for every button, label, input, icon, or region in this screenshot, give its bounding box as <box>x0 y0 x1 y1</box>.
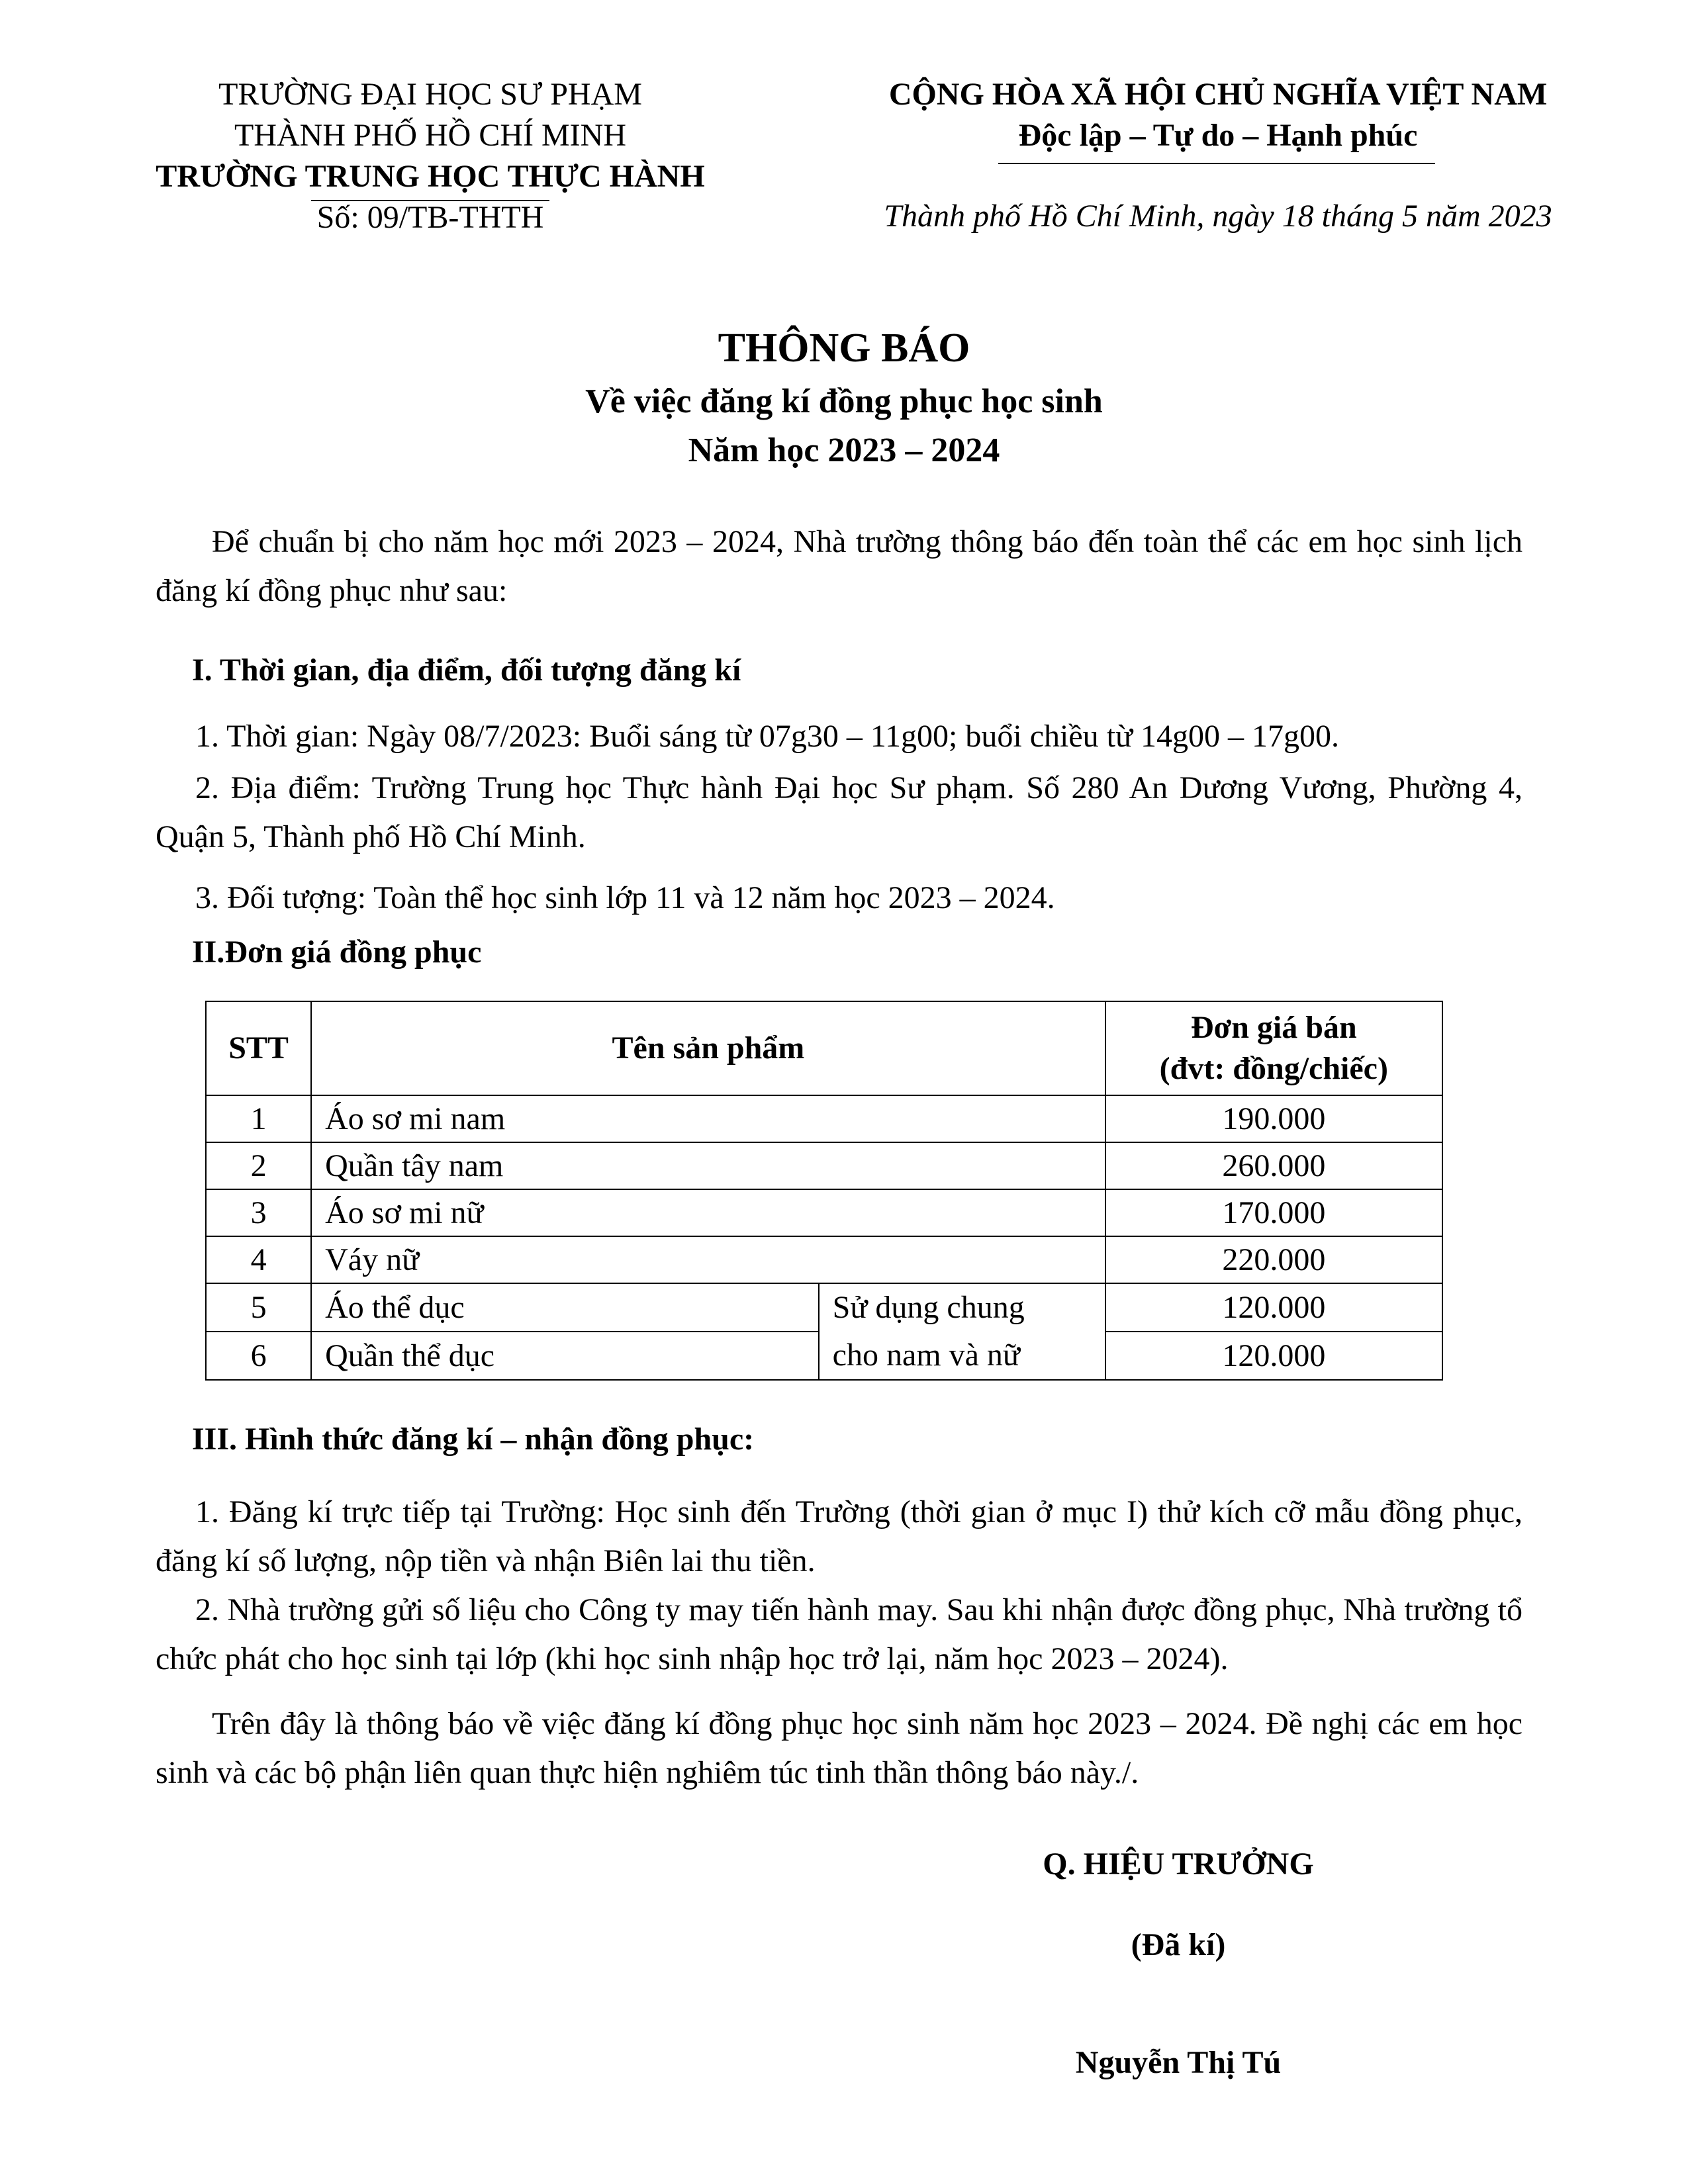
cell-product-name: Váy nữ <box>311 1236 1105 1283</box>
table-row <box>206 1095 1442 1142</box>
document-number: Số: 09/TB-THTH <box>316 200 544 235</box>
cell-price: 170.000 <box>1105 1189 1442 1236</box>
section-1-item: 2. Địa điểm: Trường Trung học Thực hành Đại học Sư phạm. Số 280 An Dương Vương, Phường 4, Quận 5, Thành phố Hồ Chí Minh. <box>156 770 1523 854</box>
table-row <box>206 1142 1442 1189</box>
cell-stt: 2 <box>206 1142 311 1189</box>
price-table <box>205 1001 1443 1381</box>
section-2-heading: II.Đơn giá đồng phục <box>192 934 482 970</box>
school-header <box>99 74 761 238</box>
cell-stt: 1 <box>206 1095 311 1142</box>
cell-stt: 6 <box>206 1332 311 1380</box>
signature-status: (Đã kí) <box>1131 1927 1226 1962</box>
table-header-row <box>206 1001 1442 1095</box>
cell-price: 120.000 <box>1105 1332 1442 1380</box>
document-title: THÔNG BÁO <box>718 326 970 371</box>
cell-product-name: Quần tây nam <box>311 1142 1105 1189</box>
header-price-unit: (đvt: đồng/chiếc) <box>1159 1051 1388 1086</box>
intro-paragraph: Để chuẩn bị cho năm học mới 2023 – 2024, Nhà trường thông báo đến toàn thể các em học sinh lịch đăng kí đồng phục như sau: <box>156 524 1523 608</box>
document-date: Thành phố Hồ Chí Minh, ngày 18 tháng 5 năm 2023 <box>884 199 1552 234</box>
document-subject: Về việc đăng kí đồng phục học sinh <box>585 383 1103 420</box>
section-3-item: 1. Đăng kí trực tiếp tại Trường: Học sinh đến Trường (thời gian ở mục I) thử kích cỡ mẫu đồng phục, đăng kí số lượng, nộp tiền và nhận Biên lai thu tiền. <box>156 1494 1523 1578</box>
cell-price: 190.000 <box>1105 1095 1442 1142</box>
school-year: Năm học 2023 – 2024 <box>688 432 1000 469</box>
section-1-item: 1. Thời gian: Ngày 08/7/2023: Buổi sáng từ 07g30 – 11g00; buổi chiều từ 14g00 – 17g00. <box>195 719 1339 754</box>
school-name: TRƯỜNG TRUNG HỌC THỰC HÀNH <box>156 159 705 194</box>
cell-stt: 3 <box>206 1189 311 1236</box>
school-underline <box>311 200 549 201</box>
header-price-label: Đơn giá bán <box>1190 1010 1357 1045</box>
nation-motto: Độc lập – Tự do – Hạnh phúc <box>1018 118 1418 153</box>
signature-title: Q. HIỆU TRƯỞNG <box>1043 1846 1314 1882</box>
cell-shared-note <box>819 1283 1105 1380</box>
cell-product-name: Áo sơ mi nam <box>311 1095 1105 1142</box>
header-price <box>1105 1001 1442 1095</box>
closing-paragraph: Trên đây là thông báo về việc đăng kí đồng phục học sinh năm học 2023 – 2024. Đề nghị các em học sinh và các bộ phận liên quan thực hiện nghiêm túc tinh thần thông báo này./. <box>156 1706 1523 1790</box>
cell-product-name: Áo sơ mi nữ <box>311 1189 1105 1236</box>
table-row <box>206 1283 1442 1332</box>
header-stt: STT <box>206 1001 311 1095</box>
signer-name: Nguyễn Thị Tú <box>1075 2045 1282 2080</box>
cell-product-name: Áo thể dục <box>311 1283 819 1332</box>
cell-stt: 5 <box>206 1283 311 1332</box>
nation-name: CỘNG HÒA XÃ HỘI CHỦ NGHĨA VIỆT NAM <box>888 77 1548 112</box>
table-row <box>206 1236 1442 1283</box>
motto-underline <box>998 163 1435 164</box>
city-line: THÀNH PHỐ HỒ CHÍ MINH <box>234 118 626 153</box>
table-row <box>206 1189 1442 1236</box>
shared-note-line: cho nam và nữ <box>832 1338 1020 1373</box>
ministry-line: TRƯỜNG ĐẠI HỌC SƯ PHẠM <box>218 77 642 112</box>
header-product-name: Tên sản phẩm <box>311 1001 1105 1095</box>
section-3-heading: III. Hình thức đăng kí – nhận đồng phục: <box>192 1422 755 1457</box>
section-1-heading: I. Thời gian, địa điểm, đối tượng đăng kí <box>192 653 741 688</box>
cell-price: 120.000 <box>1105 1283 1442 1332</box>
nation-header <box>814 74 1622 156</box>
cell-product-name: Quần thể dục <box>311 1332 819 1380</box>
section-3-item: 2. Nhà trường gửi số liệu cho Công ty may tiến hành may. Sau khi nhận được đồng phục, Nhà trường tổ chức phát cho học sinh tại lớp (khi học sinh nhập học trở lại, năm học 2023 – 2024). <box>156 1592 1523 1676</box>
shared-note-line: Sử dụng chung <box>832 1290 1025 1325</box>
section-1-item: 3. Đối tượng: Toàn thể học sinh lớp 11 và 12 năm học 2023 – 2024. <box>195 880 1055 915</box>
cell-price: 260.000 <box>1105 1142 1442 1189</box>
cell-price: 220.000 <box>1105 1236 1442 1283</box>
cell-stt: 4 <box>206 1236 311 1283</box>
